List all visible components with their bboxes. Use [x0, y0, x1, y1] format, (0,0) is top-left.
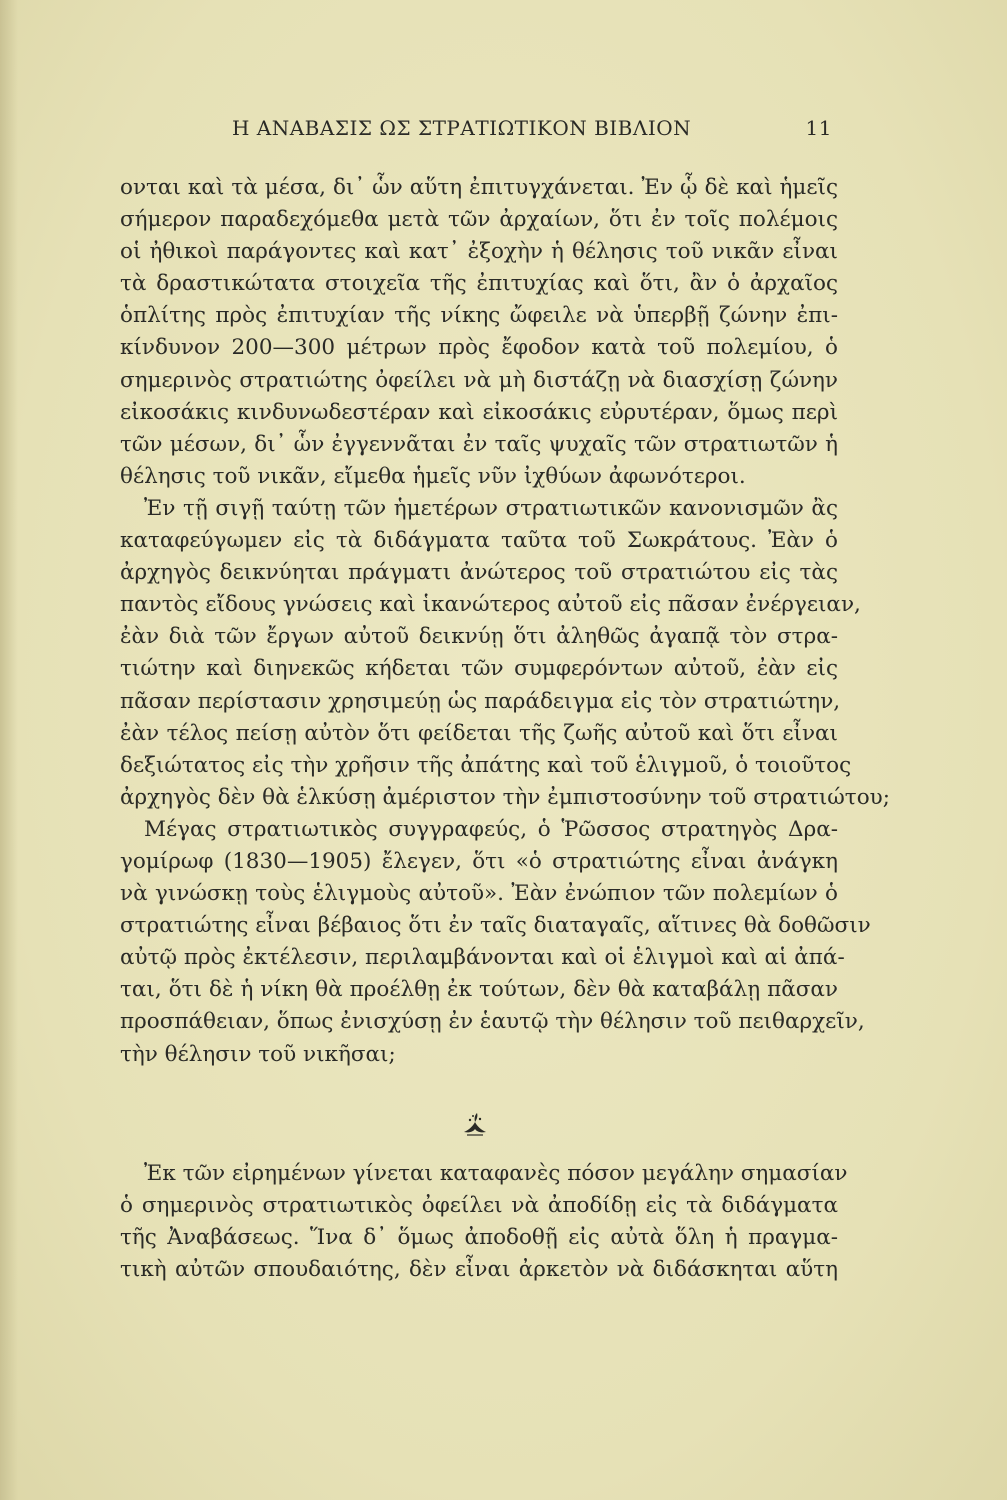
text-line: ονται καὶ τὰ μέσα, δι᾿ ὧν αὕτη ἐπιτυγχάνεται. Ἐν ᾧ δὲ καὶ ἡμεῖς: [120, 175, 838, 200]
text-line: τῶν μέσων, δι᾿ ὧν ἐγγεννᾶται ἐν ταῖς ψυχαῖς τῶν στρατιωτῶν ἡ: [120, 431, 838, 457]
running-header: [120, 116, 832, 146]
text-line: κίνδυνον 200—300 μέτρων πρὸς ἔφοδον κατὰ τοῦ πολεμίου, ὁ: [120, 335, 838, 361]
text-line: ἀρχηγὸς δεικνύηται πράγματι ἀνώτερος τοῦ στρατιώτου εἰς τὰς: [120, 560, 838, 586]
spine-shadow: [0, 0, 18, 1500]
text-line: δεξιώτατος εἰς τὴν χρῆσιν τῆς ἀπάτης καὶ τοῦ ἑλιγμοῦ, ὁ τοιοῦτος: [120, 752, 852, 778]
text-line: νὰ γινώσκῃ τοὺς ἑλιγμοὺς αὐτοῦ». Ἐὰν ἐνώπιον τῶν πολεμίων ὁ: [120, 881, 838, 907]
text-line: Ἐν τῇ σιγῇ ταύτῃ τῶν ἡμετέρων στρατιωτικῶν κανονισμῶν ἂς: [144, 495, 838, 521]
text-line: παντὸς εἴδους γνώσεις καὶ ἱκανώτερος αὐτοῦ εἰς πᾶσαν ἐνέργειαν,: [120, 592, 861, 618]
text-line: σημερινὸς στρατιώτης ὀφείλει νὰ μὴ διστάζῃ νὰ διασχίσῃ ζώνην: [120, 367, 838, 393]
text-line: σήμερον παραδεχόμεθα μετὰ τῶν ἀρχαίων, ὅτι ἐν τοῖς πολέμοις: [120, 207, 838, 233]
text-line: Ἐκ τῶν εἰρημένων γίνεται καταφανὲς πόσον μεγάλην σημασίαν: [144, 1161, 848, 1186]
text-line: αὐτῷ πρὸς ἐκτέλεσιν, περιλαμβάνονται καὶ οἱ ἑλιγμοὶ καὶ αἱ ἀπά-: [120, 945, 845, 971]
text-line: τῆς Ἀναβάσεως. Ἵνα δ᾿ ὅμως ἀποδοθῇ εἰς αὐτὰ ὅλη ἡ πραγμα-: [120, 1225, 838, 1251]
text-line: στρατιώτης εἶναι βέβαιος ὅτι ἐν ταῖς διαταγαῖς, αἵτινες θὰ δοθῶσιν: [120, 913, 871, 939]
text-line: ἐὰν τέλος πείσῃ αὐτὸν ὅτι φείδεται τῆς ζωῆς αὐτοῦ καὶ ὅτι εἶναι: [120, 720, 838, 746]
text-line: ται, ὅτι δὲ ἡ νίκη θὰ προέλθῃ ἐκ τούτων, δὲν θὰ καταβάλῃ πᾶσαν: [120, 977, 838, 1003]
text-line: θέλησις τοῦ νικᾶν, εἴμεθα ἡμεῖς νῦν ἰχθύων ἀφωνότεροι.: [120, 463, 746, 489]
text-line: τὴν θέλησιν τοῦ νικῆσαι;: [120, 1041, 396, 1067]
text-line: ὁπλίτης πρὸς ἐπιτυχίαν τῆς νίκης ὤφειλε νὰ ὑπερβῇ ζώνην ἐπι-: [120, 303, 838, 329]
text-line: ὁ σημερινὸς στρατιωτικὸς ὀφείλει νὰ ἀποδίδῃ εἰς τὰ διδάγματα: [120, 1193, 838, 1219]
text-line: οἱ ἠθικοὶ παράγοντες καὶ κατ᾿ ἐξοχὴν ἡ θέλησις τοῦ νικᾶν εἶναι: [120, 239, 838, 265]
text-line: ἐὰν διὰ τῶν ἔργων αὐτοῦ δεικνύῃ ὅτι ἀληθῶς ἀγαπᾷ τὸν στρα-: [120, 624, 838, 650]
text-line: τὰ δραστικώτατα στοιχεῖα τῆς ἐπιτυχίας καὶ ὅτι, ἂν ὁ ἀρχαῖος: [120, 271, 838, 297]
text-line: πᾶσαν περίστασιν χρησιμεύῃ ὡς παράδειγμα εἰς τὸν στρατιώτην,: [120, 688, 841, 714]
text-line: εἰκοσάκις κινδυνωδεστέραν καὶ εἰκοσάκις εὐρυτέραν, ὅμως περὶ: [120, 399, 838, 425]
text-line: Μέγας στρατιωτικὸς συγγραφεύς, ὁ Ῥῶσσος στρατηγὸς Δρα-: [144, 816, 838, 842]
text-line: τιώτην καὶ διηνεκῶς κήδεται τῶν συμφερόντων αὐτοῦ, ἐὰν εἰς: [120, 656, 838, 682]
body-text: [120, 172, 890, 1071]
text-line: ἀρχηγὸς δὲν θὰ ἑλκύσῃ ἀμέριστον τὴν ἐμπιστοσύνην τοῦ στρατιώτου;: [120, 784, 890, 810]
header-title: Η ΑΝΑΒΑΣΙΣ ΩΣ ΣΤΡΑΤΙΩΤΙΚΟΝ ΒΙΒΛΙΟΝ: [232, 116, 692, 140]
page-number: 11: [805, 116, 832, 140]
text-line: καταφεύγωμεν εἰς τὰ διδάγματα ταῦτα τοῦ Σωκράτους. Ἐὰν ὁ: [120, 528, 838, 554]
body-text-continued: [120, 1158, 848, 1286]
fleuron-ornament-icon: [461, 1110, 489, 1138]
text-line: τικὴ αὐτῶν σπουδαιότης, δὲν εἶναι ἀρκετὸν νὰ διδάσκηται αὕτη: [120, 1257, 838, 1283]
text-line: προσπάθειαν, ὅπως ἐνισχύσῃ ἐν ἑαυτῷ τὴν θέλησιν τοῦ πειθαρχεῖν,: [120, 1009, 865, 1035]
text-line: γομίρωφ (1830—1905) ἔλεγεν, ὅτι «ὁ στρατιώτης εἶναι ἀνάγκη: [120, 848, 838, 874]
